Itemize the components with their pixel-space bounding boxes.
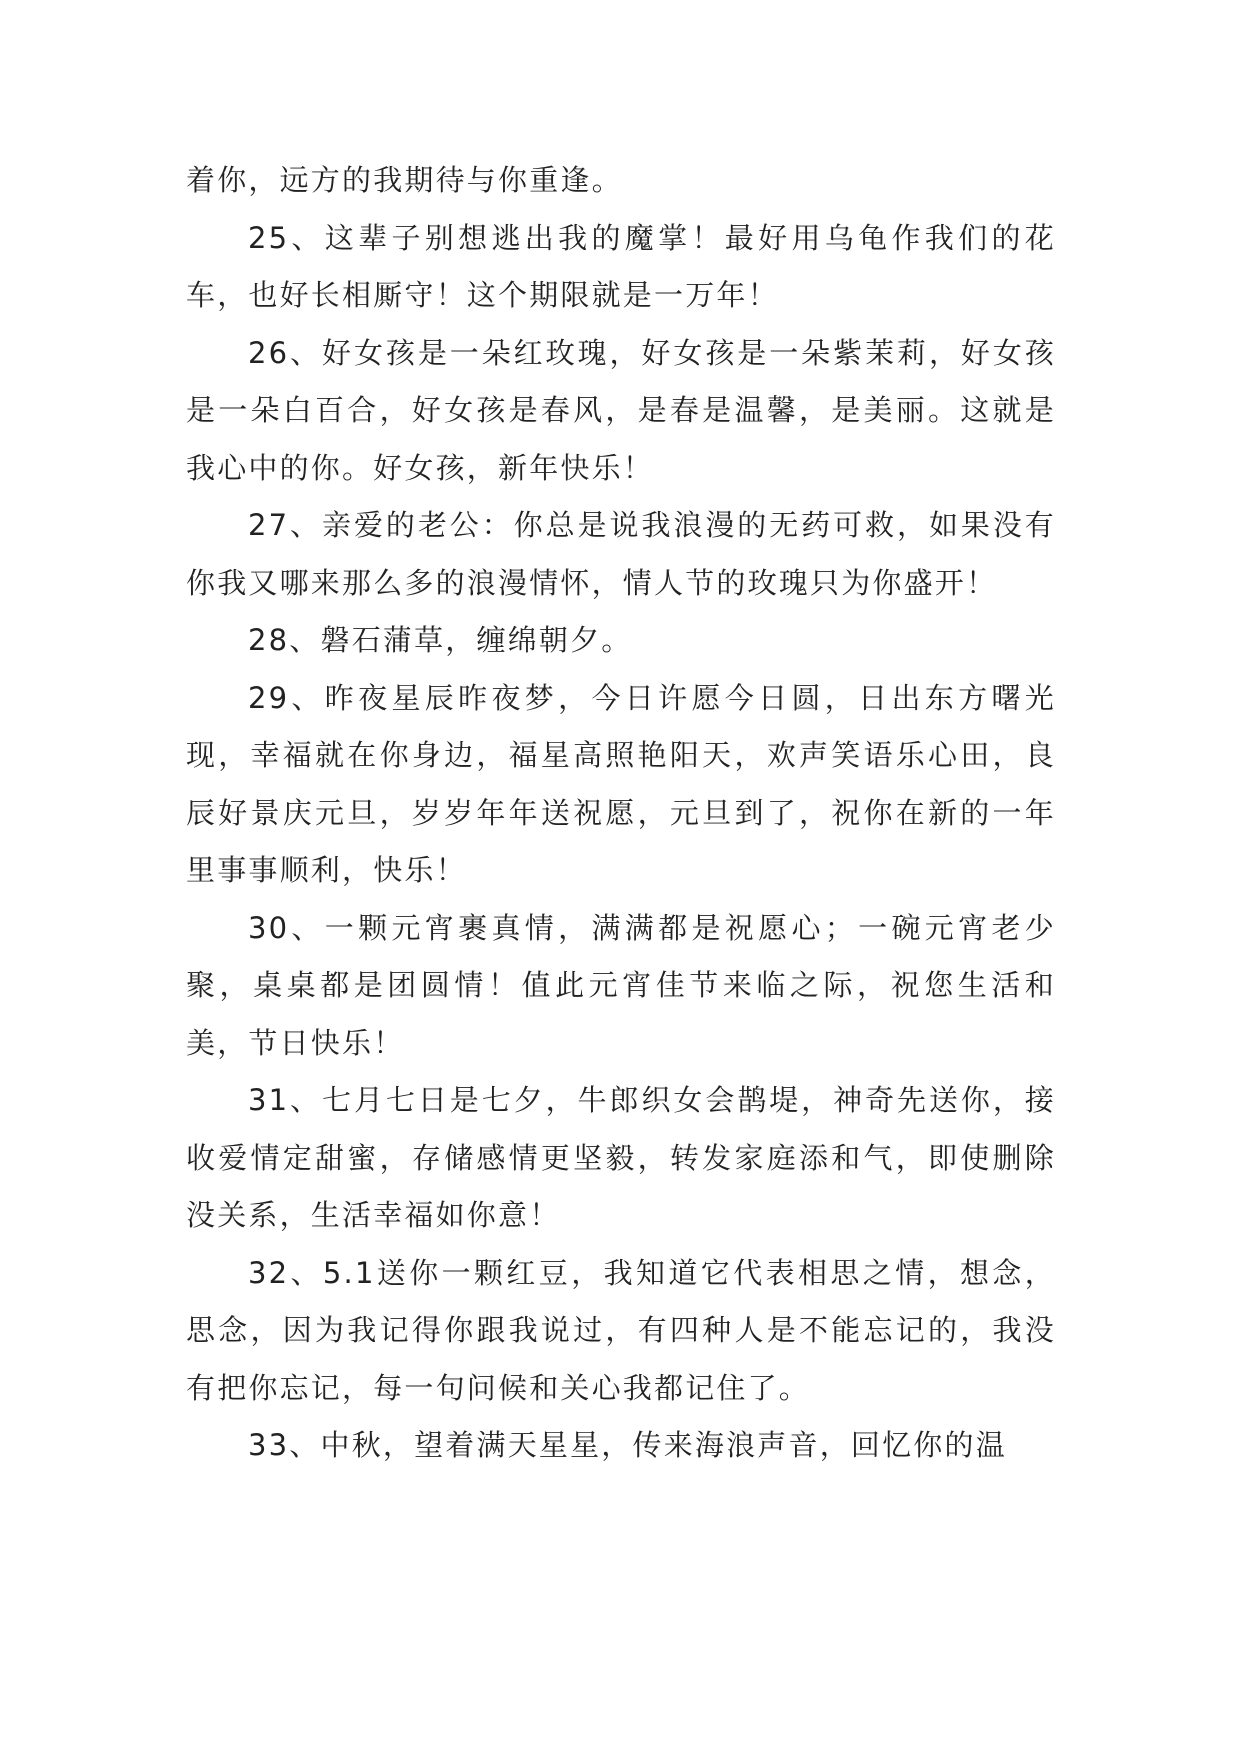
paragraph-29: 29、昨夜星辰昨夜梦，今日许愿今日圆，日出东方曙光现，幸福就在你身边，福星高照艳阳天，欢声笑语乐心田，良辰好景庆元旦，岁岁年年送祝愿，元旦到了，祝你在新的一年里事事顺利，快乐！ (186, 680, 1056, 887)
paragraph-27: 27、亲爱的老公：你总是说我浪漫的无药可救，如果没有你我又哪来那么多的浪漫情怀，情人节的玫瑰只为你盛开！ (186, 508, 1056, 600)
paragraph-31: 31、七月七日是七夕，牛郎织女会鹊堤，神奇先送你，接收爱情定甜蜜，存储感情更坚毅，转发家庭添和气，即使删除没关系，生活幸福如你意！ (186, 1083, 1056, 1232)
paragraph-30: 30、一颗元宵裹真情，满满都是祝愿心；一碗元宵老少聚，桌桌都是团圆情！值此元宵佳节来临之际，祝您生活和美，节日快乐！ (186, 910, 1056, 1060)
paragraph-26: 26、好女孩是一朵红玫瑰，好女孩是一朵紫茉莉，好女孩是一朵白百合，好女孩是春风，是春是温馨，是美丽。这就是我心中的你。好女孩，新年快乐！ (186, 335, 1056, 485)
paragraph-33: 33、中秋，望着满天星星，传来海浪声音，回忆你的温 (248, 1428, 1007, 1462)
paragraph-continuation: 着你，远方的我期待与你重逢。 (186, 163, 623, 197)
paragraph-28: 28、磐石蒲草，缠绵朝夕。 (248, 623, 633, 657)
paragraph-25: 25、这辈子别想逃出我的魔掌！最好用乌龟作我们的花车，也好长相厮守！这个期限就是一万年！ (186, 220, 1056, 312)
paragraph-32: 32、5.1送你一颗红豆，我知道它代表相思之情，想念，思念，因为我记得你跟我说过，有四种人是不能忘记的，我没有把你忘记，每一句问候和关心我都记住了。 (186, 1255, 1056, 1405)
document-body (186, 152, 1056, 1475)
